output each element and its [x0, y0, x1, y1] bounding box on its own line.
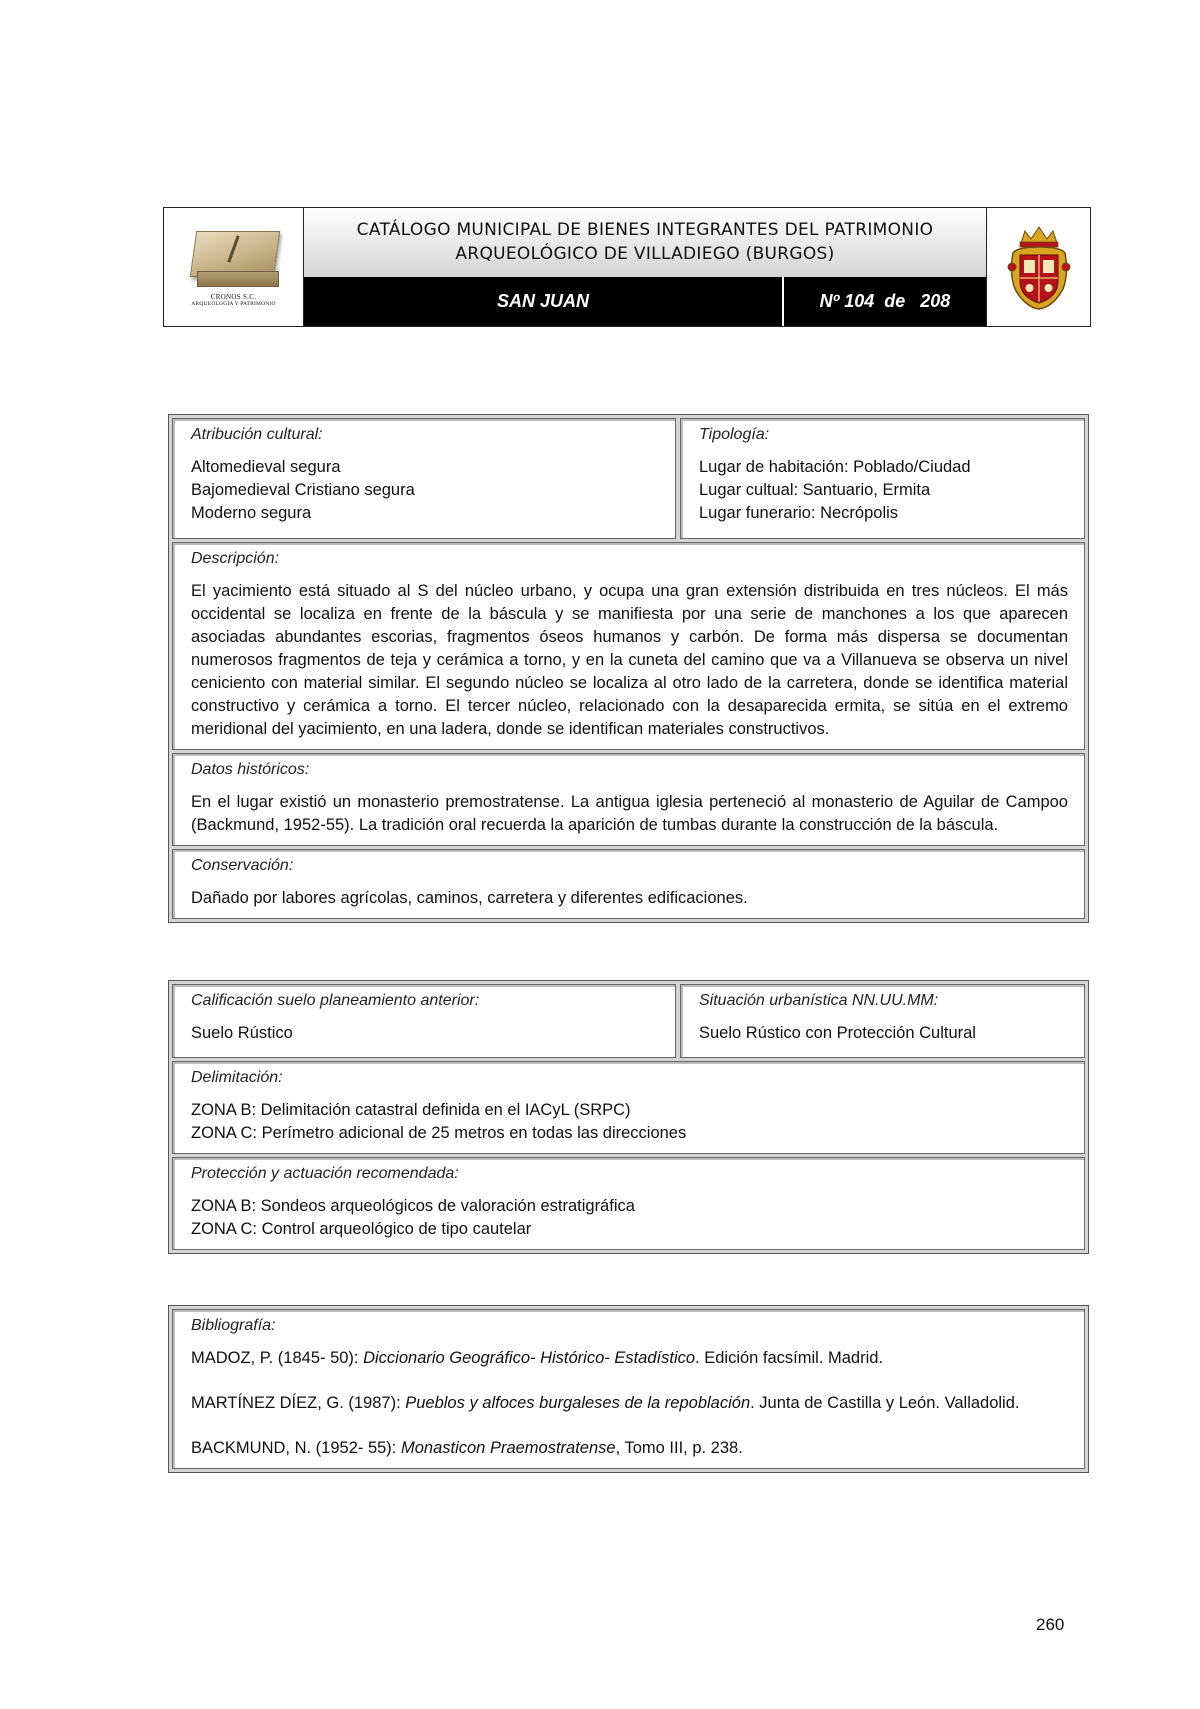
- bibliography-rest: , Tomo III, p. 238.: [615, 1439, 743, 1457]
- delimitacion-label: Delimitación:: [191, 1069, 283, 1086]
- situacion-box: [680, 984, 1085, 1058]
- bibliography-author: MADOZ, P. (1845- 50):: [191, 1349, 364, 1367]
- atribucion-line: Bajomedieval Cristiano segura: [191, 481, 415, 499]
- datos-historicos-box: [172, 753, 1085, 846]
- site-number: Nº 104 de 208: [819, 290, 951, 311]
- proteccion-line: ZONA B: Sondeos arqueológicos de valoración estratigráfica: [191, 1197, 635, 1215]
- calificacion-label: Calificación suelo planeamiento anterior:: [191, 992, 480, 1009]
- atribucion-label: Atribución cultural:: [191, 426, 323, 443]
- bibliography-author: MARTÍNEZ DÍEZ, G. (1987):: [191, 1394, 406, 1412]
- descripcion-label: Descripción:: [191, 550, 280, 567]
- site-name: SAN JUAN: [304, 277, 784, 326]
- calificacion-text: Suelo Rústico: [191, 1024, 293, 1042]
- coat-of-arms: [986, 208, 1090, 326]
- site-bar: [304, 277, 986, 326]
- conservacion-text: Dañado por labores agrícolas, caminos, carretera y diferentes edificaciones.: [191, 889, 748, 907]
- logo-company-tagline: ARQUEOLOGÍA Y PATRIMONIO: [191, 301, 276, 307]
- bibliography-section: [168, 1305, 1089, 1473]
- datos-historicos-text: En el lugar existió un monasterio premostratense. La antigua iglesia perteneció al monasterio de Aguilar de Campoo (Backmund, 1952-55). La tradición oral recuerda la aparición de tumbas durante la construcción de la báscula.: [191, 793, 1068, 834]
- planning-section: [168, 980, 1089, 1254]
- catalog-title-line1: CATÁLOGO MUNICIPAL DE BIENES INTEGRANTES DEL PATRIMONIO: [356, 220, 934, 241]
- logo-company-name: CRONOS S.C.: [210, 293, 257, 301]
- tipologia-box: [680, 418, 1085, 539]
- bibliography-title: Pueblos y alfoces burgaleses de la repoblación: [405, 1394, 751, 1412]
- delimitacion-line: ZONA C: Perímetro adicional de 25 metros en todas las direcciones: [191, 1124, 687, 1142]
- cronos-logo: [164, 208, 304, 326]
- conservacion-box: [172, 849, 1085, 919]
- catalog-title: [304, 208, 986, 277]
- bibliography-rest: . Junta de Castilla y León. Valladolid.: [750, 1394, 1020, 1412]
- atribucion-cultural-box: [172, 418, 676, 539]
- atribucion-line: Altomedieval segura: [191, 458, 341, 476]
- bibliografia-box: [172, 1309, 1085, 1469]
- proteccion-box: [172, 1157, 1085, 1250]
- delimitacion-line: ZONA B: Delimitación catastral definida en el IACyL (SRPC): [191, 1101, 631, 1119]
- atribucion-line: Moderno segura: [191, 504, 312, 522]
- situacion-label: Situación urbanística NN.UU.MM:: [699, 992, 939, 1009]
- bibliography-entry: [191, 1437, 1068, 1460]
- bibliography-rest: . Edición facsímil. Madrid.: [695, 1349, 884, 1367]
- bibliography-entry: [191, 1347, 1068, 1370]
- coat-of-arms-icon: [1007, 223, 1071, 311]
- delimitacion-box: [172, 1061, 1085, 1154]
- tipologia-line: Lugar de habitación: Poblado/Ciudad: [699, 458, 971, 476]
- tipologia-label: Tipología:: [699, 426, 770, 443]
- bibliography-author: BACKMUND, N. (1952- 55):: [191, 1439, 401, 1457]
- proteccion-line: ZONA C: Control arqueológico de tipo cautelar: [191, 1220, 532, 1238]
- catalog-title-line2: ARQUEOLÓGICO DE VILLADIEGO (BURGOS): [455, 244, 835, 265]
- bibliography-title: Diccionario Geográfico- Histórico- Estadístico: [363, 1349, 696, 1367]
- bibliography-title: Monasticon Praemostratense: [400, 1439, 616, 1457]
- descripcion-text: El yacimiento está situado al S del núcleo urbano, y ocupa una gran extensión distribuida en tres núcleos. El más occidental se localiza en frente de la báscula y se manifiesta por una serie de manchones a los que aparecen asociadas abundantes escorias, fragmentos óseos humanos y carbón. De forma más dispersa se documentan numerosos fragmentos de teja y cerámica a torno, y en la cuneta del camino que va a Villanueva se observa un nivel ceniciento con material similar. El segundo núcleo se localiza al otro lado de la carretera, donde se identifica material constructivo y cerámica a torno. El tercer núcleo, relacionado con la desaparecida ermita, se sitúa en el extremo meridional del yacimiento, en una ladera, donde se identifican materiales constructivos.: [191, 582, 1068, 738]
- proteccion-label: Protección y actuación recomendada:: [191, 1165, 459, 1182]
- descripcion-box: [172, 542, 1085, 750]
- bibliography-entry: [191, 1392, 1068, 1415]
- datos-historicos-label: Datos históricos:: [191, 761, 310, 778]
- sundial-logo-icon: [185, 227, 283, 289]
- bibliografia-label: Bibliografía:: [191, 1317, 276, 1334]
- conservacion-label: Conservación:: [191, 857, 294, 874]
- calificacion-box: [172, 984, 676, 1058]
- catalog-header: [163, 207, 1091, 327]
- tipologia-line: Lugar funerario: Necrópolis: [699, 504, 899, 522]
- page-number: 260: [1036, 1615, 1065, 1634]
- identification-section: [168, 414, 1089, 923]
- tipologia-line: Lugar cultual: Santuario, Ermita: [699, 481, 931, 499]
- situacion-text: Suelo Rústico con Protección Cultural: [699, 1024, 976, 1042]
